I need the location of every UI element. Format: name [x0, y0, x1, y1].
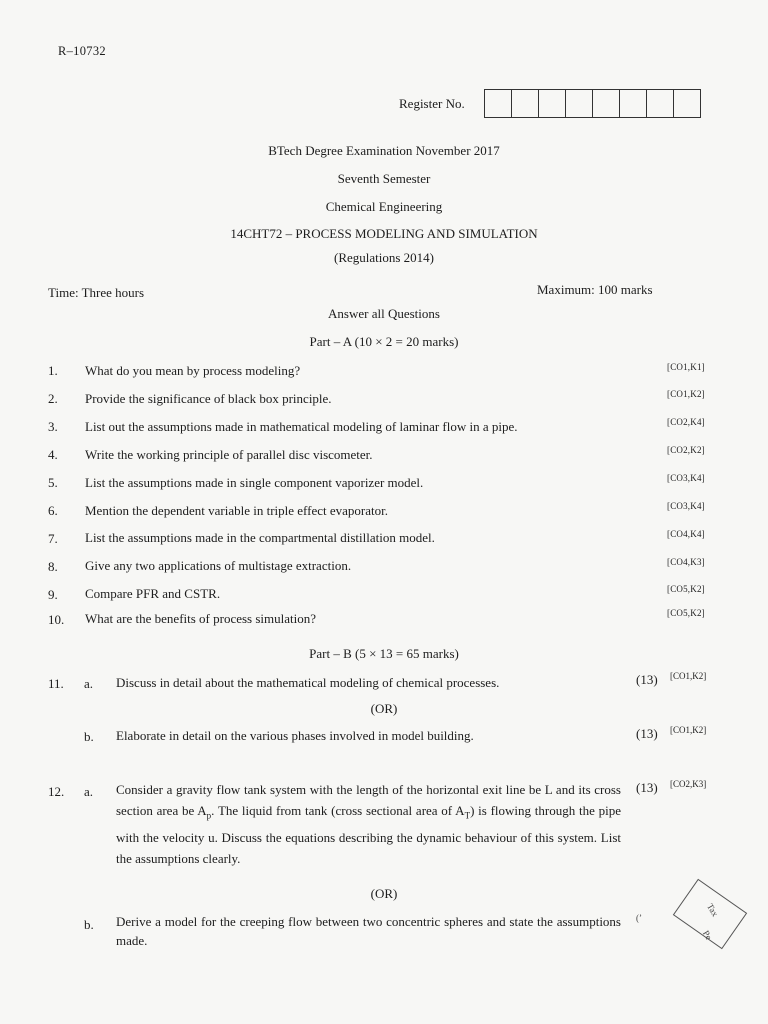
register-digit-box[interactable] — [512, 90, 539, 117]
marks-partial: (’ — [636, 913, 642, 923]
register-digit-box[interactable] — [620, 90, 647, 117]
register-digit-box[interactable] — [539, 90, 566, 117]
stamp-text: Pe — [700, 928, 715, 942]
question-number: 9. — [48, 587, 58, 602]
course-outcome-tag: [CO2,K4] — [667, 417, 705, 427]
max-marks: Maximum: 100 marks — [537, 282, 653, 297]
question-number: 7. — [48, 531, 58, 546]
course-outcome-tag: [CO3,K4] — [667, 473, 705, 483]
question-number: 5. — [48, 475, 58, 490]
question-text: Mention the dependent variable in triple effect evaporator. — [85, 503, 388, 518]
sub-question-label: b. — [84, 729, 94, 744]
marks: (13) — [636, 726, 658, 741]
question-text: Discuss in detail about the mathematical modeling of chemical processes. — [116, 675, 500, 690]
sub-question-label: a. — [84, 784, 94, 799]
question-text: Write the working principle of parallel disc viscometer. — [85, 447, 373, 462]
question-text: What are the benefits of process simulation? — [85, 611, 317, 626]
question-text: What do you mean by process modeling? — [85, 363, 301, 378]
course-title: 14CHT72 – PROCESS MODELING AND SIMULATION — [230, 226, 538, 241]
part-a-heading: Part – A (10 × 2 = 20 marks) — [309, 334, 459, 349]
question-number: 8. — [48, 559, 58, 574]
question-text: Elaborate in detail on the various phases involved in model building. — [116, 728, 474, 743]
course-outcome-tag: [CO2,K3] — [670, 779, 707, 789]
question-number: 12. — [48, 784, 65, 799]
question-text: List the assumptions made in single component vaporizer model. — [85, 475, 424, 490]
branch: Chemical Engineering — [325, 199, 443, 214]
question-number: 11. — [48, 676, 64, 691]
register-digit-box[interactable] — [593, 90, 620, 117]
register-digit-box[interactable] — [674, 90, 700, 117]
paper-code: R–10732 — [58, 44, 106, 58]
semester: Seventh Semester — [337, 171, 431, 186]
register-digit-box[interactable] — [647, 90, 674, 117]
question-text-part: ) is flowing through the pipe with the velocity u. Discuss the equations describing the dynamic behaviour of this system. List the assumptions clearly. — [116, 803, 621, 866]
question-number: 4. — [48, 447, 58, 462]
course-outcome-tag: [CO2,K2] — [667, 445, 705, 455]
question-text-part: . The liquid from tank (cross sectional area of A — [211, 803, 465, 818]
course-outcome-tag: [CO1,K2] — [667, 389, 705, 399]
question-number: 1. — [48, 363, 58, 378]
question-text: Provide the significance of black box principle. — [85, 391, 332, 406]
instruction: Answer all Questions — [328, 306, 440, 321]
question-text-part: Consider a gravity flow tank system with the length of the horizontal exit line be L and its cross section area be A — [116, 782, 621, 818]
register-digit-box[interactable] — [485, 90, 512, 117]
subscript: T — [464, 810, 471, 821]
sub-question-label: a. — [84, 676, 94, 691]
regulations: (Regulations 2014) — [333, 250, 434, 265]
course-outcome-tag: [CO3,K4] — [667, 501, 705, 511]
or-separator: (OR) — [370, 886, 398, 901]
question-number: 2. — [48, 391, 58, 406]
question-text: List the assumptions made in the compartmental distillation model. — [85, 530, 435, 545]
course-outcome-tag: [CO5,K2] — [667, 608, 705, 618]
question-text: Derive a model for the creeping flow between two concentric spheres and state the assumptions made. — [116, 914, 621, 948]
part-b-heading: Part – B (5 × 13 = 65 marks) — [309, 646, 459, 661]
subscript: p — [206, 810, 212, 821]
stamp-text: Tax — [705, 901, 721, 919]
course-outcome-tag: [CO1,K2] — [670, 671, 707, 681]
exam-title: BTech Degree Examination November 2017 — [268, 143, 500, 158]
course-outcome-tag: [CO1,K2] — [670, 725, 707, 735]
time-label: Time: Three hours — [48, 285, 145, 300]
question-text: Give any two applications of multistage extraction. — [85, 558, 352, 573]
course-outcome-tag: [CO1,K1] — [667, 362, 705, 372]
register-label: Register No. — [399, 96, 465, 111]
question-number: 3. — [48, 419, 58, 434]
register-digit-box[interactable] — [566, 90, 593, 117]
or-separator: (OR) — [370, 701, 398, 716]
question-text — [116, 779, 621, 869]
register-number-boxes[interactable] — [484, 89, 701, 118]
marks: (13) — [636, 672, 658, 687]
sub-question-label: b. — [84, 917, 94, 932]
course-outcome-tag: [CO4,K4] — [667, 529, 705, 539]
marks: (13) — [636, 780, 658, 795]
question-text: List out the assumptions made in mathematical modeling of laminar flow in a pipe. — [85, 419, 518, 434]
course-outcome-tag: [CO5,K2] — [667, 584, 705, 594]
question-number: 10. — [48, 612, 65, 627]
question-text: Compare PFR and CSTR. — [85, 586, 221, 601]
course-outcome-tag: [CO4,K3] — [667, 557, 705, 567]
question-number: 6. — [48, 503, 58, 518]
